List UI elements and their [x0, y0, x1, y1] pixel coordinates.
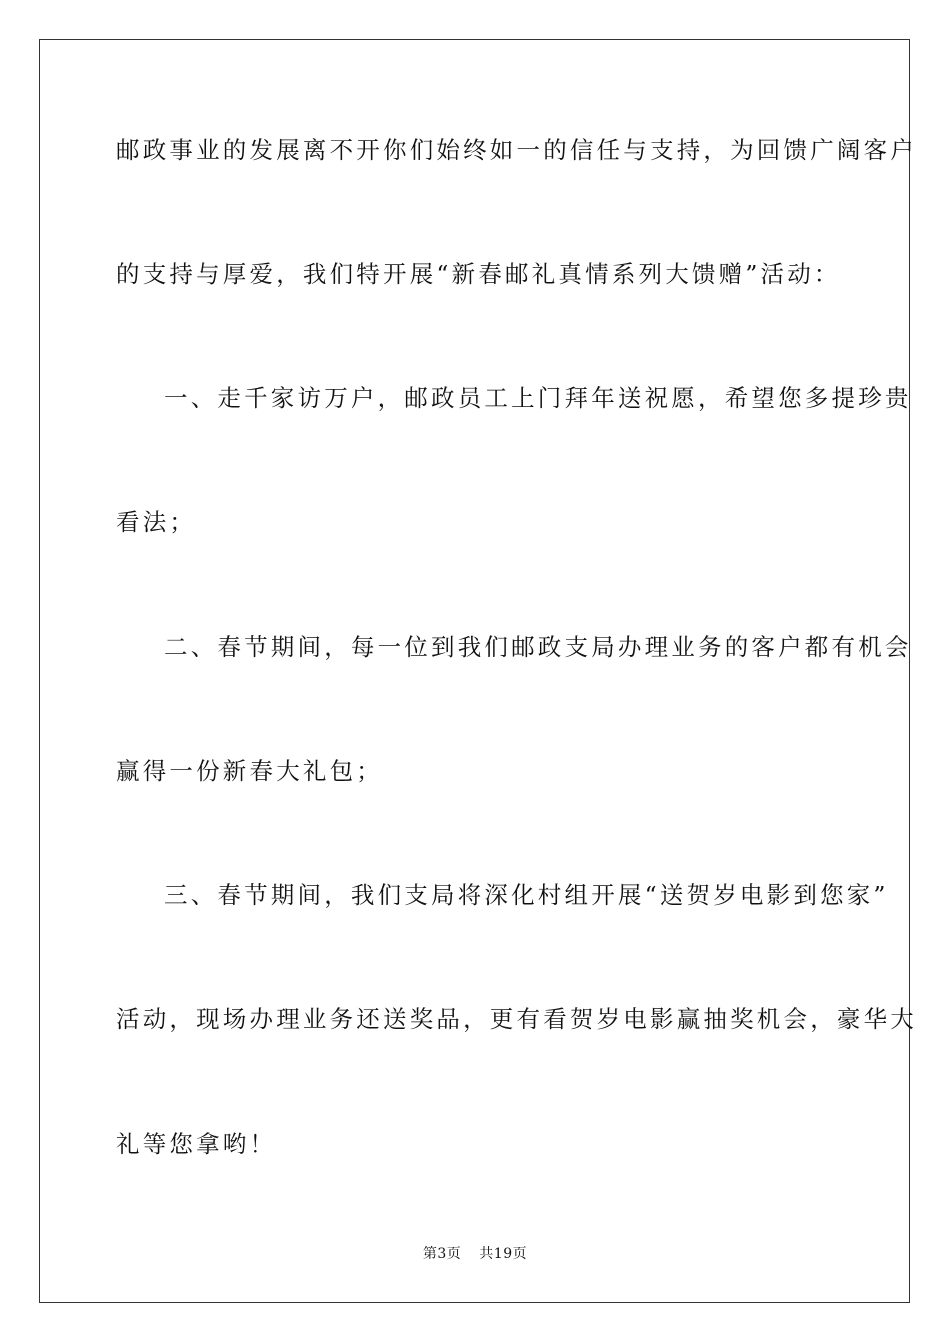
page-border: [39, 39, 917, 1303]
page-footer: [0, 1244, 950, 1264]
body-line-2: 的支持与厚爱，我们特开展“新春邮礼真情系列大馈赠”活动：: [116, 260, 841, 288]
body-line-7: 三、春节期间，我们支局将深化村组开展“送贺岁电影到您家”: [164, 881, 889, 909]
body-line-5: 二、春节期间，每一位到我们邮政支局办理业务的客户都有机会: [164, 633, 912, 661]
page-number: 第3页: [422, 1246, 462, 1262]
body-line-6: 赢得一份新春大礼包；: [116, 757, 383, 785]
body-line-8: 活动，现场办理业务还送奖品，更有看贺岁电影赢抽奖机会，豪华大: [116, 1005, 917, 1033]
page-total: 共19页: [479, 1246, 528, 1262]
body-line-4: 看法；: [116, 508, 197, 536]
body-line-1: 邮政事业的发展离不开你们始终如一的信任与支持，为回馈广阔客户: [116, 136, 917, 164]
body-line-3: 一、走千家访万户，邮政员工上门拜年送祝愿，希望您多提珍贵: [164, 384, 912, 412]
body-line-9: 礼等您拿哟！: [116, 1130, 277, 1158]
